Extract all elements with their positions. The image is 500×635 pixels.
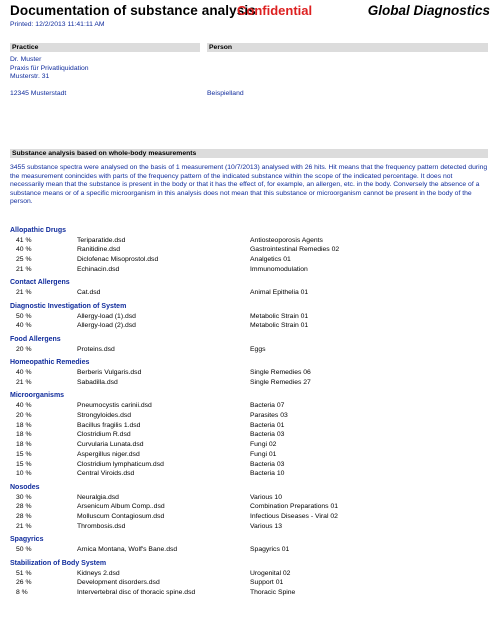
result-row [10,512,490,522]
category-heading: Microorganisms [10,392,65,400]
hit-percentage: 20 % [16,345,32,353]
substance-name: Allergy-load (1).dsd [77,312,136,320]
result-row [10,321,490,331]
category-heading: Allopathic Drugs [10,226,67,234]
hit-percentage: 21 % [16,289,32,297]
analysis-heading: Substance analysis based on whole-body measurements [10,149,488,158]
result-row [10,255,490,265]
category-heading: Diagnostic Investigation of System [10,302,127,310]
substance-name: Sabadilla.dsd [77,378,118,386]
practice-heading: Practice [10,43,200,52]
substance-group: Eggs [250,345,266,353]
person-heading: Person [207,43,488,52]
confidential-label: Confidential [237,3,313,18]
document-title: Documentation of substance analysis [10,3,256,18]
substance-name: Ranitidine.dsd [77,246,121,254]
result-row [10,421,490,431]
substance-group: Immunomodulation [250,265,308,273]
substance-name: Intervertebral disc of thoracic spine.dsd [77,589,196,597]
result-row [10,440,490,450]
result-row [10,245,490,255]
analysis-description: 3455 substance spectra were analysed on the basis of 1 measurement (10/7/2013) analysed with 26 hits. Hit means that the frequency pattern detected during the measurement conincides with parts of the frequency pattern of the indicated substance within the scope of the indicated percentage. It does not necessarily mean that the substance is present in the body or that it has the effect of, for example, an allergen, etc. in the body. Conversely the absence of a substance means or of a specific microorganism in this analysis does not mean that this substance or microorganism cannot be present in the body of the person. [10,164,488,206]
substance-name: Neuralgia.dsd [77,493,119,501]
results-list [10,222,490,598]
substance-group: Parasites 03 [250,411,288,419]
hit-percentage: 21 % [16,378,32,386]
substance-name: Clostridium lymphaticum.dsd [77,460,164,468]
substance-group: Single Remedies 27 [250,378,311,386]
hit-percentage: 40 % [16,368,32,376]
result-row [10,502,490,512]
substance-group: Bacteria 03 [250,460,285,468]
substance-name: Diclofenac Misoprostol.dsd [77,256,159,264]
substance-name: Proteins.dsd [77,345,115,353]
result-row [10,460,490,470]
category-heading: Homeopathic Remedies [10,358,90,366]
hit-percentage: 28 % [16,513,32,521]
hit-percentage: 18 % [16,441,32,449]
substance-name: Cat.dsd [77,289,101,297]
result-row [10,368,490,378]
hit-percentage: 15 % [16,460,32,468]
substance-name: Echinacin.dsd [77,265,120,273]
substance-group: Thoracic Spine [250,589,296,597]
substance-name: Allergy-load (2).dsd [77,322,136,330]
substance-group: Various 13 [250,522,282,530]
result-row [10,588,490,598]
result-row [10,522,490,532]
substance-group: Combination Preparations 01 [250,503,339,511]
hit-percentage: 8 % [16,589,28,597]
hit-percentage: 50 % [16,546,32,554]
substance-name: Molluscum Contagiosum.dsd [77,513,165,521]
substance-group: Urogenital 02 [250,569,291,577]
substance-name: Strongyloides.dsd [77,411,132,419]
result-row [10,378,490,388]
person-place: Beispielland [207,90,244,97]
result-row [10,493,490,503]
substance-name: Pneumocystis carinii.dsd [77,402,152,410]
substance-name: Central Viroids.dsd [77,470,135,478]
hit-percentage: 30 % [16,493,32,501]
category-heading: Spagyrics [10,536,44,544]
hit-percentage: 21 % [16,522,32,530]
substance-group: Various 10 [250,493,282,501]
hit-percentage: 10 % [16,470,32,478]
hit-percentage: 51 % [16,569,32,577]
practice-name: Dr. Muster [10,56,42,63]
hit-percentage: 18 % [16,421,32,429]
hit-percentage: 40 % [16,402,32,410]
category-heading: Contact Allergens [10,279,70,287]
substance-group: Support 01 [250,579,284,587]
category-heading: Food Allergens [10,335,61,343]
hit-percentage: 15 % [16,450,32,458]
result-row [10,345,490,355]
result-row [10,545,490,555]
substance-group: Spagyrics 01 [250,546,290,554]
hit-percentage: 41 % [16,236,32,244]
substance-name: Berberis Vulgaris.dsd [77,368,142,376]
substance-group: Animal Epithelia 01 [250,289,309,297]
substance-name: Kidneys 2.dsd [77,569,120,577]
printed-timestamp: Printed: 12/2/2013 11:41:11 AM [10,21,105,28]
result-row [10,401,490,411]
substance-group: Bacteria 07 [250,402,285,410]
result-row [10,312,490,322]
practice-org: Praxis für Privatliquidation [10,64,89,72]
substance-group: Gastrointestinal Remedies 02 [250,246,340,254]
result-row [10,578,490,588]
result-row [10,430,490,440]
hit-percentage: 28 % [16,503,32,511]
category-heading: Nosodes [10,483,40,491]
hit-percentage: 21 % [16,265,32,273]
substance-name: Curvularia Lunata.dsd [77,441,144,449]
result-row [10,265,490,275]
substance-name: Development disorders.dsd [77,579,160,587]
hit-percentage: 25 % [16,256,32,264]
substance-name: Arsenicum Album Comp..dsd [77,503,165,511]
substance-group: Fungi 02 [250,441,277,449]
result-row [10,469,490,479]
practice-city: 12345 Musterstadt [10,90,67,97]
category-heading: Stabilization of Body System [10,559,107,567]
substance-group: Infectious Diseases - Viral 02 [250,513,338,521]
substance-group: Bacteria 10 [250,470,285,478]
brand-name: Global Diagnostics [367,3,490,18]
substance-name: Teriparatide.dsd [77,236,126,244]
substance-group: Metabolic Strain 01 [250,312,309,320]
practice-street: Musterstr. 31 [10,73,50,80]
result-row [10,569,490,579]
substance-group: Bacteria 03 [250,431,285,439]
hit-percentage: 40 % [16,322,32,330]
hit-percentage: 40 % [16,246,32,254]
substance-group: Antiosteoporosis Agents [250,236,323,244]
hit-percentage: 18 % [16,431,32,439]
substance-name: Clostridium R.dsd [77,431,131,439]
substance-name: Thrombosis.dsd [77,522,126,530]
substance-group: Bacteria 01 [250,421,285,429]
hit-percentage: 26 % [16,579,32,587]
hit-percentage: 50 % [16,312,32,320]
result-row [10,411,490,421]
substance-name: Aspergillus niger.dsd [77,450,140,458]
substance-group: Metabolic Strain 01 [250,322,309,330]
hit-percentage: 20 % [16,411,32,419]
substance-group: Analgetics 01 [250,256,291,264]
substance-name: Arnica Montana, Wolf's Bane.dsd [77,546,178,554]
substance-group: Fungi 01 [250,450,277,458]
substance-group: Single Remedies 06 [250,368,311,376]
result-row [10,450,490,460]
result-row [10,236,490,246]
result-row [10,288,490,298]
substance-name: Bacillus fragilis 1.dsd [77,421,141,429]
